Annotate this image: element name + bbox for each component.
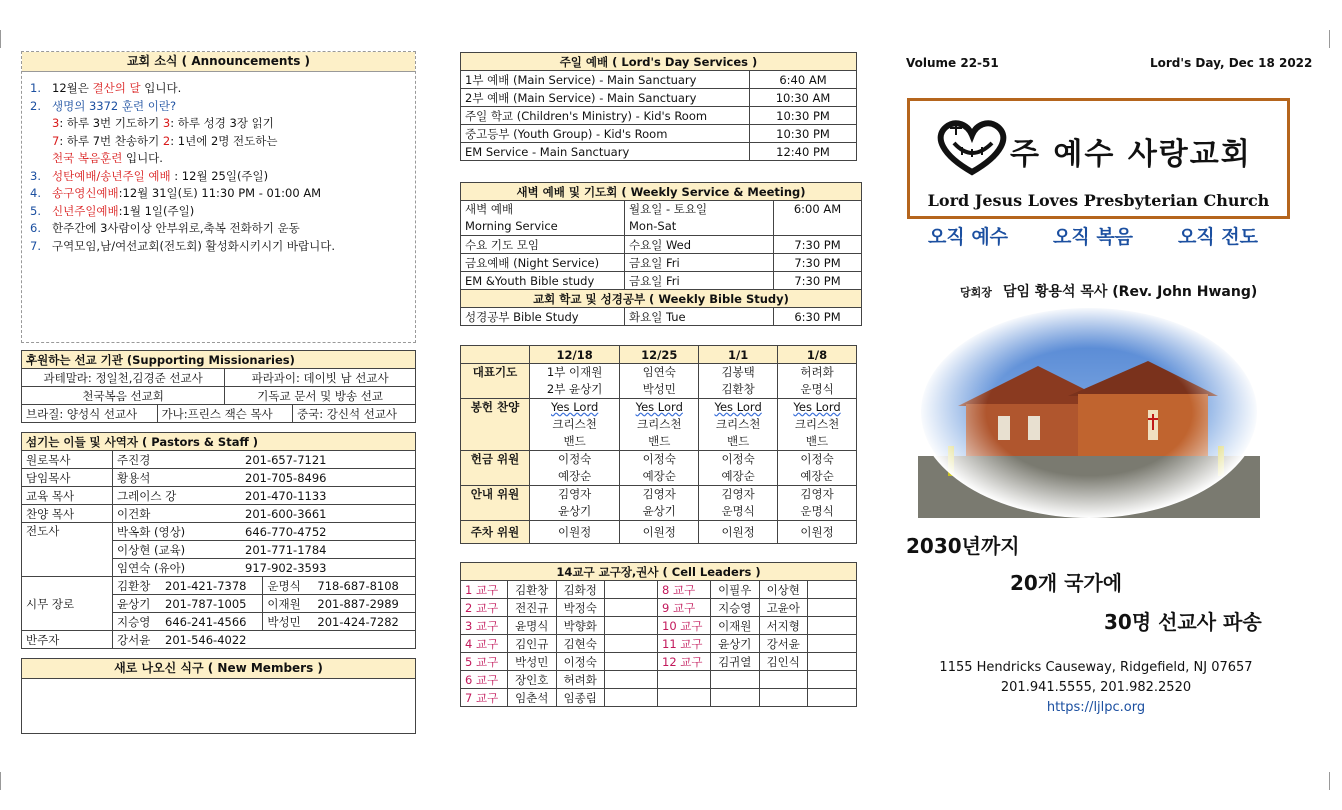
missionary-cell: 기독교 문서 및 방송 선교 xyxy=(225,387,416,405)
church-name-en: Lord Jesus Loves Presbyterian Church xyxy=(927,191,1270,210)
list-item: 5. 신년주일예배:1월 1일(주일) xyxy=(30,203,195,218)
missionary-cell: 중국: 강신석 선교사 xyxy=(292,405,415,423)
service-name: EM Service - Main Sanctuary xyxy=(461,143,750,161)
list-item: 천국 복음훈련 입니다. xyxy=(52,151,163,165)
cell-leader: 김귀열 xyxy=(711,653,760,671)
weekly-day: 수요일 Wed xyxy=(625,236,774,254)
service-time: 6:40 AM xyxy=(750,71,857,89)
roster-cell: 이원정 xyxy=(778,521,857,544)
roster-cell: 이원정 xyxy=(699,521,778,544)
roster-cell: 이정숙 예장순 xyxy=(620,451,699,486)
roster-cell: 이정숙 예장순 xyxy=(778,451,857,486)
cell-group: 1 교구 xyxy=(461,581,508,599)
cell-leader: 김화정 xyxy=(556,581,605,599)
staff-role: 교육 목사 xyxy=(22,487,113,505)
crop-mark xyxy=(0,772,15,790)
roster-cell: 이원정 xyxy=(530,521,620,544)
roster-cell: 이원정 xyxy=(620,521,699,544)
roster-cell: 김영자 윤상기 xyxy=(530,486,620,521)
staff-table xyxy=(21,432,416,649)
weekly-time: 6:30 PM xyxy=(774,308,862,326)
roster-date: 12/18 xyxy=(530,346,620,364)
roster-label: 주차 위원 xyxy=(461,521,530,544)
services-title: 주일 예배 ( Lord's Day Services ) xyxy=(461,53,857,71)
cell-leader: 고윤아 xyxy=(759,599,808,617)
roster-label: 대표기도 xyxy=(461,364,530,399)
staff-info: 주진경 201-657-7121 xyxy=(113,451,416,469)
weekly-day: 금요일 Fri xyxy=(625,254,774,272)
roster-cell: 1부 이재원 2부 윤상기 xyxy=(530,364,620,399)
service-time: 10:30 AM xyxy=(750,89,857,107)
list-item: 4. 송구영신예배:12월 31일(토) 11:30 PM - 01:00 AM xyxy=(30,186,322,200)
cell-group: 11 교구 xyxy=(658,635,711,653)
list-item: 1. 12월은 결산의 달 입니다. xyxy=(30,81,182,95)
weekly-name: 성경공부 Bible Study xyxy=(461,308,625,326)
date: Lord's Day, Dec 18 2022 xyxy=(1150,56,1313,70)
staff-info: 이상현 (교육) 201-771-1784 xyxy=(113,541,416,559)
service-time: 10:30 PM xyxy=(750,125,857,143)
cell-group: 12 교구 xyxy=(658,653,711,671)
motto-item: 오직 전도 xyxy=(1178,226,1259,248)
roster-table xyxy=(460,345,857,544)
crop-mark xyxy=(1315,772,1330,790)
new-members-title: 새로 나오신 식구 ( New Members ) xyxy=(22,659,415,679)
service-name: 주일 학교 (Children's Ministry) - Kid's Room xyxy=(461,107,750,125)
weekly-name: 새벽 예배 Morning Service xyxy=(461,201,625,236)
cell-leader: 서지형 xyxy=(759,617,808,635)
cell-leader: 전진규 xyxy=(508,599,557,617)
roster-cell: Yes Lord 크리스천 밴드 xyxy=(778,399,857,451)
bible-study-title: 교회 학교 및 성경공부 ( Weekly Bible Study) xyxy=(461,290,862,308)
weekly-name: 수요 기도 모임 xyxy=(461,236,625,254)
roster-date: 12/25 xyxy=(620,346,699,364)
cell-group: 3 교구 xyxy=(461,617,508,635)
cells-title: 14교구 교구장,권사 ( Cell Leaders ) xyxy=(461,563,857,581)
cell-leader: 허려화 xyxy=(556,671,605,689)
church-photo xyxy=(918,306,1260,518)
crop-mark xyxy=(1315,30,1330,48)
staff-role: 담임목사 xyxy=(22,469,113,487)
missionaries-table xyxy=(21,350,416,423)
weekly-name: EM &Youth Bible study xyxy=(461,272,625,290)
cell-leader: 김인식 xyxy=(759,653,808,671)
motto xyxy=(928,222,1258,249)
roster-cell: Yes Lord 크리스천 밴드 xyxy=(699,399,778,451)
staff-role: 시무 장로 xyxy=(22,577,113,631)
weekly-time: 7:30 PM xyxy=(774,236,862,254)
staff-info: 김환창 201-421-7378 xyxy=(113,577,263,595)
staff-info: 강서윤 201-546-4022 xyxy=(113,631,416,649)
smiling-heart-icon xyxy=(932,117,1012,177)
roster-cell: 이정숙 예장순 xyxy=(530,451,620,486)
volume: Volume 22-51 xyxy=(906,56,999,70)
weekly-time: 6:00 AM xyxy=(774,201,862,236)
cell-group: 10 교구 xyxy=(658,617,711,635)
cell-leader: 박정숙 xyxy=(556,599,605,617)
cell-leader: 김인규 xyxy=(508,635,557,653)
missionary-cell: 가나:프린스 잭슨 목사 xyxy=(157,405,292,423)
list-item: 2. 생명의 3372 훈련 이란? xyxy=(30,98,177,113)
vision-line-2: 20개 국가에 xyxy=(1010,571,1123,595)
cell-leader: 이필우 xyxy=(711,581,760,599)
cell-leader: 이상현 xyxy=(759,581,808,599)
pastor-label: 당회장 xyxy=(960,286,992,299)
cell-leader: 박향화 xyxy=(556,617,605,635)
weekly-title: 새벽 예배 및 기도회 ( Weekly Service & Meeting) xyxy=(461,183,862,201)
cell-leader: 김현숙 xyxy=(556,635,605,653)
crop-mark xyxy=(0,30,15,48)
cell-group: 4 교구 xyxy=(461,635,508,653)
motto-item: 오직 복음 xyxy=(1053,226,1134,248)
roster-date: 1/1 xyxy=(699,346,778,364)
staff-role: 반주자 xyxy=(22,631,113,649)
cells-table xyxy=(460,562,857,707)
cell-group: 5 교구 xyxy=(461,653,508,671)
roster-cell: 허려화 운명식 xyxy=(778,364,857,399)
staff-info: 황용석 201-705-8496 xyxy=(113,469,416,487)
staff-info: 박옥화 (영상) 646-770-4752 xyxy=(113,523,416,541)
cell-group: 2 교구 xyxy=(461,599,508,617)
cell-leader: 이재원 xyxy=(711,617,760,635)
weekly-day: 화요일 Tue xyxy=(625,308,774,326)
cell-leader: 강서윤 xyxy=(759,635,808,653)
cell-leader: 박성민 xyxy=(508,653,557,671)
cell-leader: 임춘석 xyxy=(508,689,557,707)
roster-date: 1/8 xyxy=(778,346,857,364)
roster-cell: 임연숙 박성민 xyxy=(620,364,699,399)
cell-leader: 지승영 xyxy=(711,599,760,617)
church-name-ko: 주 예수 사랑교회 xyxy=(1010,137,1252,172)
roster-cell: 이정숙 예장순 xyxy=(699,451,778,486)
staff-info: 이건화 201-600-3661 xyxy=(113,505,416,523)
roster-cell: 김영자 운명식 xyxy=(778,486,857,521)
vision-line-3: 30명 선교사 파송 xyxy=(1104,610,1262,634)
weekly-day: 월요일 - 토요일 Mon-Sat xyxy=(625,201,774,236)
services-table xyxy=(460,52,857,161)
website-link[interactable]: https://ljlpc.org xyxy=(1046,700,1146,715)
service-name: 중고등부 (Youth Group) - Kid's Room xyxy=(461,125,750,143)
announcements-box xyxy=(21,51,416,343)
list-item: 3. 성탄예배/송년주일 예배 : 12월 25일(주일) xyxy=(30,168,269,183)
roster-cell: Yes Lord 크리스천 밴드 xyxy=(530,399,620,451)
list-item: 7. 구역모임,남/여선교회(전도회) 활성화시키시기 바랍니다. xyxy=(30,238,335,253)
staff-role: 찬양 목사 xyxy=(22,505,113,523)
weekly-table xyxy=(460,182,862,326)
cell-leader: 윤명식 xyxy=(508,617,557,635)
weekly-day: 금요일 Fri xyxy=(625,272,774,290)
cell-leader: 윤상기 xyxy=(711,635,760,653)
weekly-time: 7:30 PM xyxy=(774,254,862,272)
staff-role: 원로목사 xyxy=(22,451,113,469)
cell-group: 7 교구 xyxy=(461,689,508,707)
list-item: 3: 하루 3번 기도하기 3: 하루 성경 3장 읽기 xyxy=(52,116,274,130)
staff-info: 그레이스 강 201-470-1133 xyxy=(113,487,416,505)
staff-info: 박성민 201-424-7282 xyxy=(263,613,416,631)
roster-cell: 김영자 윤상기 xyxy=(620,486,699,521)
staff-info: 운명식 718-687-8108 xyxy=(263,577,416,595)
roster-label: 안내 위원 xyxy=(461,486,530,521)
staff-role: 전도사 xyxy=(22,523,113,577)
missionary-cell: 천국복음 선교회 xyxy=(22,387,225,405)
missionary-cell: 파라과이: 데이빗 남 선교사 xyxy=(225,369,416,387)
missionary-cell: 브라질: 양성식 선교사 xyxy=(22,405,158,423)
staff-info: 이재원 201-887-2989 xyxy=(263,595,416,613)
announcements-title: 교회 소식 ( Announcements ) xyxy=(22,52,415,72)
announcements-list xyxy=(22,72,415,255)
cell-group: 8 교구 xyxy=(658,581,711,599)
missionaries-title: 후원하는 선교 기관 (Supporting Missionaries) xyxy=(22,351,416,369)
address: 1155 Hendricks Causeway, Ridgefield, NJ 07657 xyxy=(939,660,1253,675)
staff-title: 섬기는 이들 및 사역자 ( Pastors & Staff ) xyxy=(22,433,416,451)
cell-group: 6 교구 xyxy=(461,671,508,689)
cell-leader: 임종림 xyxy=(556,689,605,707)
roster-cell: Yes Lord 크리스천 밴드 xyxy=(620,399,699,451)
service-time: 10:30 PM xyxy=(750,107,857,125)
vision-line-1: 2030년까지 xyxy=(906,534,1020,558)
staff-info: 윤상기 201-787-1005 xyxy=(113,595,263,613)
cell-leader: 이정숙 xyxy=(556,653,605,671)
roster-label: 헌금 위원 xyxy=(461,451,530,486)
weekly-name: 금요예배 (Night Service) xyxy=(461,254,625,272)
staff-info: 임연숙 (유아) 917-902-3593 xyxy=(113,559,416,577)
list-item: 6. 한주간에 3사람이상 안부위로,축복 전화하기 운동 xyxy=(30,221,300,235)
new-members-box xyxy=(21,658,416,734)
phone: 201.941.5555, 201.982.2520 xyxy=(1000,680,1192,695)
list-item: 7: 하루 7번 찬송하기 2: 1년에 2명 전도하는 xyxy=(52,133,278,148)
staff-info: 지승영 646-241-4566 xyxy=(113,613,263,631)
cell-leader: 장인호 xyxy=(508,671,557,689)
motto-item: 오직 예수 xyxy=(928,226,1009,248)
cell-leader: 김환창 xyxy=(508,581,557,599)
service-name: 1부 예배 (Main Service) - Main Sanctuary xyxy=(461,71,750,89)
cell-group: 9 교구 xyxy=(658,599,711,617)
pastor-name: 담임 황용석 목사 (Rev. John Hwang) xyxy=(1002,284,1258,300)
service-name: 2부 예배 (Main Service) - Main Sanctuary xyxy=(461,89,750,107)
roster-cell: 김영자 운명식 xyxy=(699,486,778,521)
missionary-cell: 과테말라: 정일천,김경준 선교사 xyxy=(22,369,225,387)
service-time: 12:40 PM xyxy=(750,143,857,161)
pastor-line xyxy=(960,281,1257,301)
roster-label: 봉헌 찬양 xyxy=(461,399,530,451)
weekly-time: 7:30 PM xyxy=(774,272,862,290)
roster-cell: 김봉택 김환창 xyxy=(699,364,778,399)
church-logo xyxy=(907,98,1290,219)
